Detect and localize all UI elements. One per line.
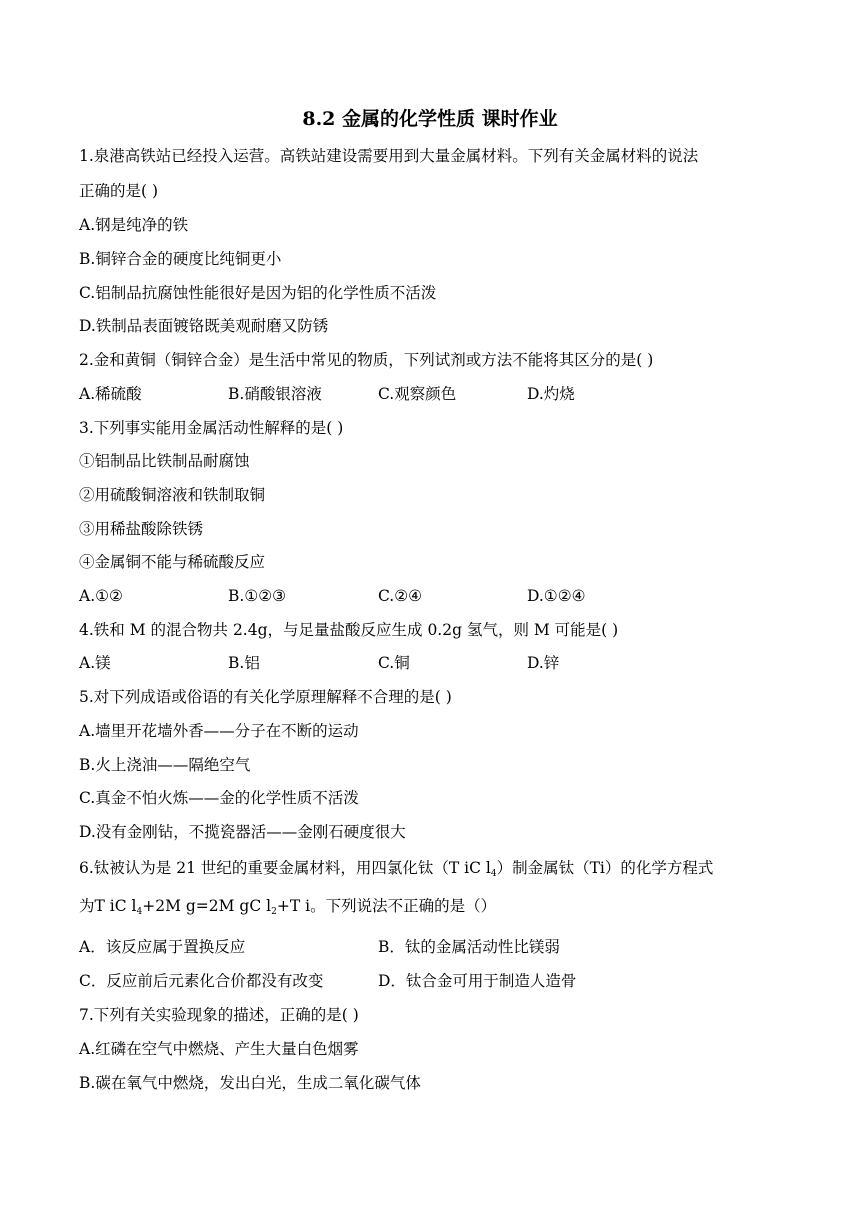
q1-option-c: C.铝制品抗腐蚀性能很好是因为铝的化学性质不活泼 [79, 284, 437, 302]
q1-option-b: B.铜锌合金的硬度比纯铜更小 [79, 250, 282, 268]
q6-formula-ticl4-sub: 4 [490, 869, 497, 879]
q5-option-a: A.墙里开花墙外香——分子在不断的运动 [79, 722, 359, 740]
q6-stem-text-2: ）制金属钛（Ti）的化学方程式 [496, 859, 714, 877]
q5-stem: 5.对下列成语或俗语的有关化学原理解释不合理的是( ) [79, 688, 452, 706]
q3-option-d: D.①②④ [527, 587, 586, 605]
q4-option-c: C.铜 [378, 654, 410, 672]
q2-option-c: C.观察颜色 [378, 385, 457, 403]
q3-statement-1: ①铝制品比铁制品耐腐蚀 [79, 452, 250, 470]
q4-option-b: B.铝 [228, 654, 260, 672]
q4-stem: 4.铁和 M 的混合物共 2.4g，与足量盐酸反应生成 0.2g 氢气，则 M 可能是( ) [79, 621, 619, 639]
q2-option-d: D.灼烧 [527, 385, 575, 403]
q6-eq-part-b: +2M g=2M gC l [142, 897, 272, 915]
q6-eq-sub-b: 2 [271, 907, 277, 917]
q5-option-d: D.没有金刚钻，不揽瓷器活——金刚石硬度很大 [79, 823, 406, 841]
q6-eq-sub-a: 4 [136, 907, 143, 917]
q3-stem: 3.下列事实能用金属活动性解释的是( ) [79, 419, 344, 437]
q3-statement-4: ④金属铜不能与稀硫酸反应 [79, 553, 266, 571]
q7-stem: 7.下列有关实验现象的描述，正确的是( ) [79, 1006, 359, 1024]
q7-option-b: B.碳在氧气中燃烧，发出白光，生成二氧化碳气体 [79, 1074, 421, 1092]
q6-formula-ticl4-text: T iC l [448, 859, 491, 877]
q3-statement-3: ③用稀盐酸除铁锈 [79, 520, 204, 538]
q4-option-d: D.锌 [527, 654, 560, 672]
q6-equation [95, 897, 311, 915]
q1-stem-line1: 1.泉港高铁站已经投入运营。高铁站建设需要用到大量金属材料。下列有关金属材料的说法 [79, 147, 699, 165]
q6-eq-part-c: +T i [276, 897, 311, 915]
q6-option-b: B．钛的金属活动性比镁弱 [378, 938, 560, 956]
q3-option-a: A.①② [79, 587, 123, 605]
q6-option-d: D．钛合金可用于制造人造骨 [378, 972, 577, 990]
q6-option-c: C．反应前后元素化合价都没有改变 [79, 972, 324, 990]
q5-option-b: B.火上浇油——隔绝空气 [79, 756, 251, 774]
q2-stem: 2.金和黄铜（铜锌合金）是生活中常见的物质，下列试剂或方法不能将其区分的是( ) [79, 351, 654, 369]
q5-option-c: C.真金不怕火炼——金的化学性质不活泼 [79, 789, 359, 807]
q4-option-a: A.镁 [79, 654, 111, 672]
q6-option-a: A．该反应属于置换反应 [79, 938, 246, 956]
q6-stem-line2 [79, 894, 779, 924]
q6-stem-line1 [79, 856, 779, 886]
q7-option-a: A.红磷在空气中燃烧、产生大量白色烟雾 [79, 1040, 359, 1058]
q2-option-b: B.硝酸银溶液 [228, 385, 322, 403]
q3-option-b: B.①②③ [228, 587, 287, 605]
q3-option-c: C.②④ [378, 587, 423, 605]
q3-statement-2: ②用硫酸铜溶液和铁制取铜 [79, 486, 266, 504]
q1-stem-line2: 正确的是( ) [79, 182, 159, 200]
q6-eq-part-a: T iC l [94, 897, 137, 915]
q6-stem-text-1: 6.钛被认为是 21 世纪的重要金属材料，用四氯化钛（ [79, 859, 449, 877]
q1-option-a: A.钢是纯净的铁 [79, 216, 189, 234]
q1-option-d: D.铁制品表面镀铬既美观耐磨又防锈 [79, 317, 329, 335]
q6-stem-text-4: 。下列说法不正确的是（） [310, 897, 497, 915]
q6-formula-ticl4 [449, 859, 497, 877]
q2-option-a: A.稀硫酸 [79, 385, 142, 403]
q6-stem-text-3: 为 [79, 897, 95, 915]
page-title: 8.2 金属的化学性质 课时作业 [302, 108, 558, 130]
